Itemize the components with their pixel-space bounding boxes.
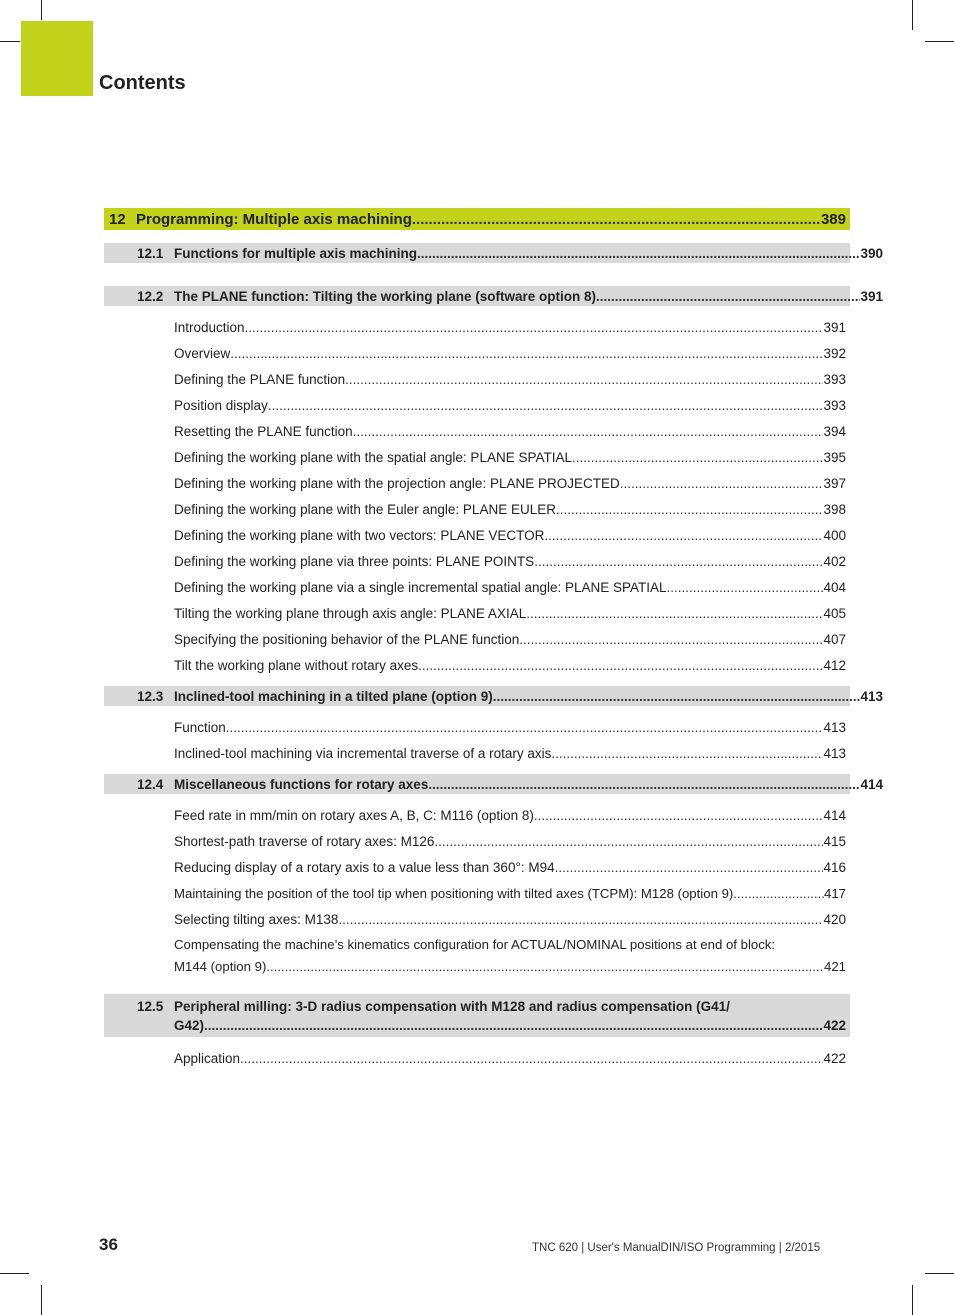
chapter-page: 389 (820, 210, 846, 228)
dot-leader (534, 552, 823, 572)
section-page: 391 (860, 289, 883, 304)
toc-entry[interactable] (104, 546, 850, 572)
entry-page: 393 (823, 398, 846, 413)
dot-leader (240, 1049, 823, 1069)
section-title: Miscellaneous functions for rotary axes (174, 777, 429, 792)
dot-leader (544, 526, 823, 546)
section-title: Functions for multiple axis machining (174, 246, 418, 261)
spacer (104, 676, 850, 686)
dot-leader (572, 448, 823, 468)
dot-leader (245, 318, 824, 338)
entry-page: 402 (823, 554, 846, 569)
toc-entry[interactable] (104, 738, 850, 764)
dot-leader (412, 211, 821, 228)
entry-title: Inclined-tool machining via incremental traverse of a rotary axis (174, 746, 552, 761)
dot-leader (596, 289, 860, 304)
dot-leader (733, 884, 824, 904)
section-number: 12.5 (137, 999, 164, 1014)
entry-page: 405 (823, 606, 846, 621)
dot-leader (493, 689, 861, 704)
dot-leader (226, 718, 824, 738)
chapter-number: 12 (109, 210, 126, 228)
dot-leader (268, 396, 824, 416)
section-title: G42) (174, 1018, 205, 1033)
toc-entry[interactable] (104, 904, 850, 930)
entry-title-line: Compensating the machine’s kinematics configuration for ACTUAL/NOMINAL positions at end of block: (174, 937, 776, 952)
entry-title: Defining the PLANE function (174, 372, 346, 387)
entry-page: 392 (823, 346, 846, 361)
toc-entry[interactable] (104, 624, 850, 650)
dot-leader (418, 656, 823, 676)
entry-title: Defining the working plane via three points: PLANE POINTS (174, 554, 535, 569)
chapter-title: Programming: Multiple axis machining (136, 210, 412, 228)
toc-section-12-4[interactable] (104, 774, 883, 794)
entry-page: 400 (823, 528, 846, 543)
entry-title: Selecting tilting axes: M138 (174, 912, 339, 927)
crop-mark (0, 1273, 29, 1274)
toc-entry[interactable] (104, 650, 850, 676)
toc-entry[interactable] (104, 338, 850, 364)
toc-entry[interactable] (104, 468, 850, 494)
toc-entry[interactable] (104, 364, 850, 390)
section-number: 12.3 (137, 689, 164, 704)
section-title-line: Peripheral milling: 3-D radius compensation with M128 and radius compensation (G41/ (174, 999, 730, 1014)
toc-entry[interactable] (104, 878, 850, 904)
toc-entry[interactable] (104, 312, 850, 338)
dot-leader (345, 370, 823, 390)
toc-entry[interactable] (104, 520, 850, 546)
entry-page: 395 (823, 450, 846, 465)
toc-entry[interactable] (104, 852, 850, 878)
entry-title: Reducing display of a rotary axis to a value less than 360°: M94 (174, 860, 555, 875)
entry-page: 394 (823, 424, 846, 439)
entry-title: Defining the working plane with the projection angle: PLANE PROJECTED (174, 476, 620, 491)
section-page: 390 (860, 246, 883, 261)
entry-page: 393 (823, 372, 846, 387)
dot-leader (353, 422, 824, 442)
spacer (104, 982, 850, 994)
crop-mark (912, 1285, 913, 1315)
entry-title: Overview (174, 346, 231, 361)
entry-page: 413 (823, 720, 846, 735)
section-number: 12.4 (137, 777, 164, 792)
dot-leader (204, 1018, 823, 1033)
entry-title: Shortest-path traverse of rotary axes: M126 (174, 834, 435, 849)
dot-leader (266, 956, 824, 978)
dot-leader (230, 344, 823, 364)
section-title: The PLANE function: Tilting the working plane (software option 8) (174, 289, 596, 304)
entry-title: Maintaining the position of the tool tip when positioning with tilted axes (TCPM): M128 (option 9) (174, 886, 734, 901)
dot-leader (428, 777, 860, 792)
entry-title: Defining the working plane with the spatial angle: PLANE SPATIAL (174, 450, 572, 465)
chapter-accent-block (21, 21, 93, 96)
toc-section-12-5[interactable] (104, 994, 850, 1037)
spacer (104, 764, 850, 774)
entry-page: 404 (823, 580, 846, 595)
dot-leader (526, 604, 823, 624)
crop-mark (41, 0, 42, 20)
dot-leader (519, 630, 823, 650)
toc-section-12-2[interactable] (104, 286, 883, 306)
entry-title: Defining the working plane via a single incremental spatial angle: PLANE SPATIAL (174, 580, 667, 595)
section-number: 12.2 (137, 289, 164, 304)
entry-page: 397 (823, 476, 846, 491)
entry-page: 398 (823, 502, 846, 517)
page-title: Contents (99, 72, 186, 94)
toc-entry[interactable] (104, 800, 850, 826)
crop-mark (925, 41, 954, 42)
toc-entry[interactable] (104, 934, 850, 982)
crop-mark (912, 0, 913, 30)
dot-leader (551, 744, 823, 764)
toc-section-12-1[interactable] (104, 243, 883, 263)
dot-leader (417, 246, 860, 261)
toc-chapter-12[interactable] (104, 208, 850, 230)
dot-leader (434, 832, 823, 852)
entry-title: Application (174, 1051, 241, 1066)
entry-page: 416 (823, 860, 846, 875)
section-title: Inclined-tool machining in a tilted plane (option 9) (174, 689, 493, 704)
crop-mark (0, 41, 20, 42)
toc-entry[interactable] (104, 572, 850, 598)
toc-entry[interactable] (104, 712, 850, 738)
entry-page: 415 (823, 834, 846, 849)
entry-title: Defining the working plane with the Euler angle: PLANE EULER (174, 502, 556, 517)
dot-leader (338, 910, 823, 930)
dot-leader (620, 474, 824, 494)
toc-entry[interactable] (104, 390, 850, 416)
page-number: 36 (99, 1235, 118, 1254)
entry-page: 422 (823, 1051, 846, 1066)
entry-page: 391 (823, 320, 846, 335)
section-page: 422 (823, 1018, 846, 1033)
entry-page: 417 (823, 886, 846, 901)
entry-page: 412 (823, 658, 846, 673)
entry-title: M144 (option 9) (174, 959, 267, 974)
table-of-contents (104, 208, 883, 1069)
section-number: 12.1 (137, 246, 164, 261)
entry-title: Resetting the PLANE function (174, 424, 353, 439)
toc-entry[interactable] (104, 416, 850, 442)
toc-entry[interactable] (104, 1043, 850, 1069)
toc-entry[interactable] (104, 598, 850, 624)
entry-title: Tilting the working plane through axis angle: PLANE AXIAL (174, 606, 527, 621)
entry-title: Introduction (174, 320, 245, 335)
toc-entry[interactable] (104, 442, 850, 468)
dot-leader (667, 578, 824, 598)
dot-leader (555, 858, 824, 878)
entry-title: Function (174, 720, 226, 735)
toc-section-12-3[interactable] (104, 686, 883, 706)
entry-title: Tilt the working plane without rotary axes (174, 658, 419, 673)
crop-mark (41, 1285, 42, 1315)
footer-text: TNC 620 | User's ManualDIN/ISO Programming | 2/2015 (532, 1242, 821, 1254)
entry-page: 421 (823, 959, 846, 974)
entry-page: 420 (823, 912, 846, 927)
crop-mark (925, 1273, 954, 1274)
entry-page: 407 (823, 632, 846, 647)
entry-title: Position display (174, 398, 268, 413)
entry-page: 413 (823, 746, 846, 761)
entry-title: Defining the working plane with two vectors: PLANE VECTOR (174, 528, 545, 543)
toc-entry[interactable] (104, 826, 850, 852)
entry-title: Specifying the positioning behavior of the PLANE function (174, 632, 520, 647)
toc-entry[interactable] (104, 494, 850, 520)
dot-leader (556, 500, 824, 520)
entry-title: Feed rate in mm/min on rotary axes A, B, C: M116 (option 8) (174, 808, 534, 823)
section-page: 413 (860, 689, 883, 704)
section-page: 414 (860, 777, 883, 792)
dot-leader (534, 806, 824, 826)
entry-page: 414 (823, 808, 846, 823)
